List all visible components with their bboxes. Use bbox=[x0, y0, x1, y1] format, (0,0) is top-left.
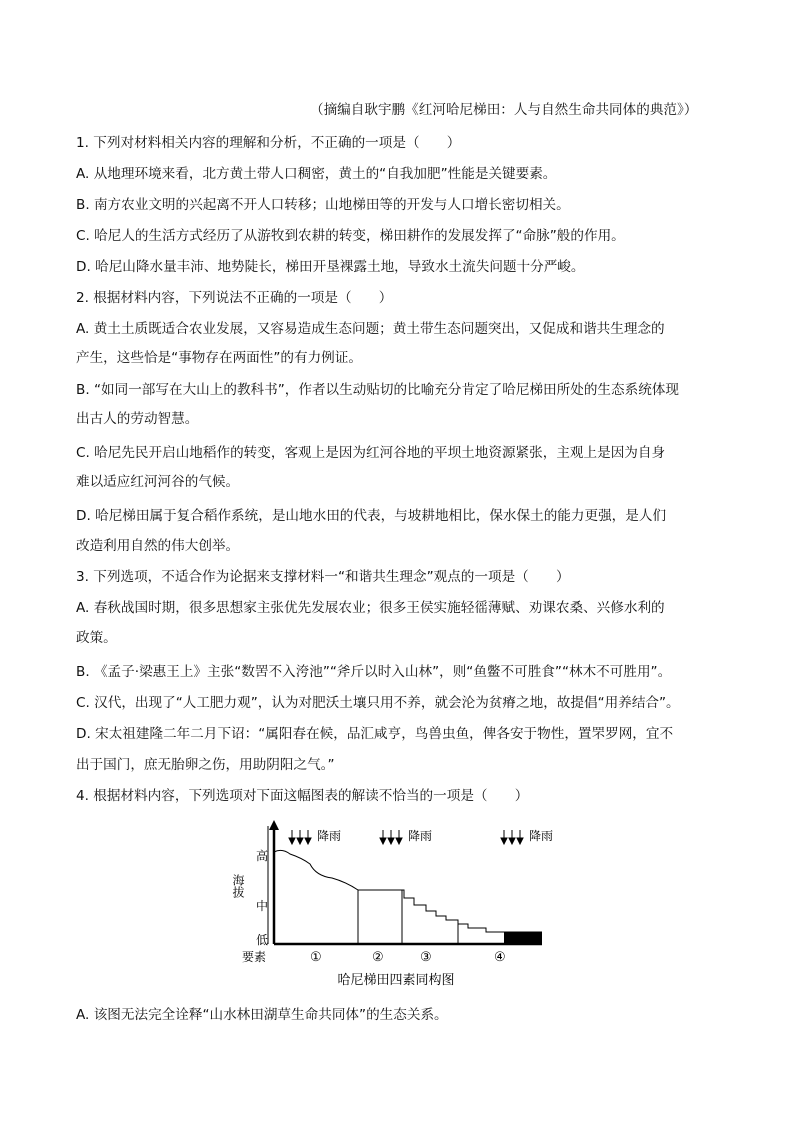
option-a: A. 春秋战国时期，很多思想家主张优先发展农业；很多王侯实施轻徭薄赋、劝课农桑、兴修水利的 bbox=[76, 600, 665, 616]
level-mid: 中 bbox=[256, 899, 269, 913]
question-stem: 4. 根据材料内容，下列选项对下面这幅图表的解读不恰当的一项是（ ） bbox=[76, 788, 529, 804]
figure-caption: 哈尼梯田四素同构图 bbox=[337, 973, 455, 988]
option-a: A. 该图无法完全诠释“山水林田湖草生命共同体”的生态关系。 bbox=[76, 1007, 448, 1023]
option-c: C. 哈尼先民开启山地稻作的转变，客观上是因为红河谷地的平坝土地资源紧张，主观上是因为自身 bbox=[76, 445, 666, 461]
question-stem: 2. 根据材料内容，下列说法不正确的一项是（ ） bbox=[76, 290, 393, 306]
option-a: A. 从地理环境来看，北方黄土带人口稠密，黄土的“自我加肥”性能是关键要素。 bbox=[76, 166, 557, 182]
option-c: C. 汉代，出现了“人工肥力观”，认为对肥沃土壤只用不养，就会沦为贫瘠之地，故提倡“用养结合”。 bbox=[76, 695, 680, 711]
zone-label: ④ bbox=[494, 950, 506, 965]
terrace-figure bbox=[231, 818, 556, 990]
level-low: 低 bbox=[256, 933, 269, 947]
option-a: A. 黄土土质既适合农业发展，又容易造成生态问题；黄土带生态问题突出，又促成和谐共生理念的 bbox=[76, 321, 665, 337]
option-d: D. 哈尼山降水量丰沛、地势陡长，梯田开垦裸露土地，导致水土流失问题十分严峻。 bbox=[76, 259, 585, 275]
question-stem: 3. 下列选项，不适合作为论据来支撑材料一“和谐共生理念”观点的一项是（ ） bbox=[76, 569, 570, 585]
water-block bbox=[504, 932, 542, 944]
zone-label: ③ bbox=[420, 950, 432, 965]
option-a-cont: 产生，这些恰是“事物存在两面性”的有力例证。 bbox=[76, 350, 362, 366]
zone-label: ② bbox=[372, 950, 384, 965]
rain-arrows-icon bbox=[380, 830, 402, 844]
option-c: C. 哈尼人的生活方式经历了从游牧到农耕的转变，梯田耕作的发展发挥了“命脉”般的作用。 bbox=[76, 228, 625, 244]
option-d: D. 哈尼梯田属于复合稻作系统，是山地水田的代表，与坡耕地相比，保水保土的能力更强，是人们 bbox=[76, 508, 667, 524]
rain-label: 降雨 bbox=[529, 829, 554, 843]
terrain-profile-line bbox=[274, 850, 504, 932]
option-b: B. “如同一部写在大山上的教科书”，作者以生动贴切的比喻充分肯定了哈尼梯田所处的生态系统体现 bbox=[76, 382, 679, 398]
option-d: D. 宋太祖建隆二年二月下诏：“属阳春在候，品汇咸亨，鸟兽虫鱼，俾各安于物性，置罘罗网，宜不 bbox=[76, 726, 674, 742]
y-axis-arrow bbox=[269, 820, 279, 830]
rain-arrows-icon bbox=[501, 830, 523, 844]
question-stem: 1. 下列对材料相关内容的理解和分析，不正确的一项是（ ） bbox=[76, 135, 461, 151]
rain-label: 降雨 bbox=[408, 829, 433, 843]
x-axis-label: 要素 bbox=[242, 950, 267, 964]
option-a-cont: 政策。 bbox=[76, 630, 117, 646]
option-b-cont: 出古人的劳动智慧。 bbox=[76, 411, 199, 427]
terrace-diagram bbox=[231, 818, 556, 990]
option-d-cont: 改造利用自然的伟大创举。 bbox=[76, 538, 240, 554]
option-b: B. 南方农业文明的兴起离不开人口转移；山地梯田等的开发与人口增长密切相关。 bbox=[76, 197, 570, 213]
rain-arrows-icon bbox=[289, 830, 311, 844]
level-high: 高 bbox=[256, 849, 269, 863]
option-c-cont: 难以适应红河河谷的气候。 bbox=[76, 474, 240, 490]
option-d-cont: 出于国门，庶无胎卵之伤，用助阴阳之气。” bbox=[76, 757, 335, 773]
zone-label: ① bbox=[310, 950, 322, 965]
source-citation: （摘编自耿宇鹏《红河哈尼梯田：人与自然生命共同体的典范》） bbox=[310, 102, 698, 118]
rain-label: 降雨 bbox=[317, 829, 342, 843]
y-axis-label: 海拔 bbox=[231, 874, 245, 898]
option-b: B. 《孟子·梁惠王上》主张“数罟不入洿池”“斧斤以时入山林”，则“鱼鳖不可胜食”“林木不可胜用”。 bbox=[76, 664, 672, 680]
